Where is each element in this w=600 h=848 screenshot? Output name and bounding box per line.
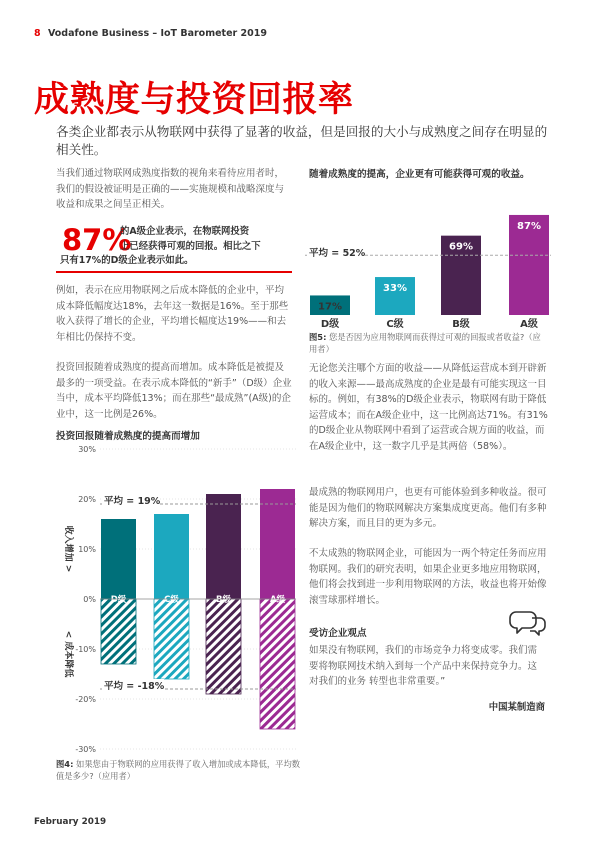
stat-callout	[56, 223, 292, 273]
fig4-category-label: C级	[164, 595, 179, 605]
fig4-revenue-bar-2	[206, 494, 241, 599]
cost-revenue-paragraph: 例如，表示在应用物联网之后成本降低的企业中，平均成本降低幅度达18%，去年这一数据是16%。至于那些收入获得了增长的企业，平均增长幅度达19%——和去年相比仍保持不变。	[56, 285, 289, 343]
roi-paragraph: 投资回报随着成熟度的提高而增加。成本降低是被提及最多的一项受益。在表示成本降低的“新手”（D级）企业当中，成本平均降低13%；而在那些“最成熟”(A级)的企业中，这一比例是26%。	[56, 362, 292, 420]
lead-paragraph: 各类企业都表示从物联网中获得了显著的收益，但是回报的大小与成熟度之间存在明显的相关性。	[56, 124, 548, 157]
page-number: 8	[34, 28, 41, 39]
fig5-category-label: A级	[520, 319, 538, 330]
fig5-average-label: 平均 = 52%	[309, 248, 366, 260]
fig5-category-label: B级	[452, 319, 470, 330]
fig4-avg-revenue-label: 平均 = 19%	[104, 496, 161, 507]
benefits-paragraph: 无论您关注哪个方面的收益——从降低运营成本到开辟新的收入来源——最高成熟度的企业是最有可能实现这一目标的。例如，有38%的D级企业表示，物联网有助于降低运营成本；而在A级企业中，这一比例高达71%。有31%的D级企业从物联网中看到了运营或合规方面的收益，而在A级企业中，这一数字几乎是其两倍（58%）。	[309, 363, 548, 452]
callout-percent: 87%	[62, 223, 132, 257]
callout-text	[60, 225, 292, 269]
fig4-ytick-label: 10%	[78, 545, 96, 554]
fig4-revenue-bar-1	[154, 514, 189, 599]
callout-line-2: 上已经获得可观的回报。相比之下	[120, 240, 261, 252]
fig5-caption-text: 您是否因为应用物联网而获得过可观的回报或者收益?（应用者）	[309, 332, 541, 354]
fig4-avg-cost-label: 平均 = -18%	[104, 681, 165, 692]
page-title: 成熟度与投资回报率	[34, 80, 354, 120]
fig5-value-label: 33%	[383, 283, 407, 295]
fig4-cost-bar-2	[206, 599, 241, 694]
fig4-caption-text: 如果您由于物联网的应用获得了收入增加或成本降低，平均数值是多少?（应用者）	[56, 759, 301, 781]
fig5-title: 随着成熟度的提高，企业更有可能获得可观的收益。	[309, 169, 530, 180]
fig4-ylabel-revenue: 收入增加 >	[63, 525, 73, 573]
fig5-caption	[309, 331, 549, 355]
page-footer-date: February 2019	[34, 817, 107, 827]
page-header	[34, 28, 267, 39]
fig4-category-label: B级	[216, 595, 231, 605]
fig5-caption-label: 图5:	[309, 332, 327, 342]
fig5-value-label: 69%	[449, 241, 473, 253]
fig4-ytick-label: 30%	[78, 445, 96, 454]
speech-bubble-icon	[508, 608, 548, 638]
intro-paragraph: 当我们通过物联网成熟度指数的视角来看待应用者时，我们的假设被证明是正确的——实施规模和战略深度与收益和成果之间呈正相关。	[56, 168, 285, 210]
fig4-cost-bar-3	[260, 599, 295, 729]
callout-line-3: 只有17%的D级企业表示如此。	[60, 255, 194, 266]
fig4-revenue-bar-0	[101, 519, 136, 599]
fig4-cost-bar-0	[101, 599, 136, 664]
fig4-caption-label: 图4:	[56, 759, 74, 769]
publication-name: Vodafone Business – IoT Barometer 2019	[47, 28, 267, 39]
fig4-title: 投资回报随着成熟度的提高而增加	[56, 431, 200, 442]
fig5-value-label: 17%	[318, 301, 342, 313]
callout-line-1: 的A级企业表示，在物联网投资	[120, 226, 250, 237]
fig4-ytick-label: -30%	[75, 745, 96, 754]
snowball-paragraph: 不太成熟的物联网企业，可能因为一两个特定任务而应用物联网。我们的研究表明，如果企业更多地应用物联网，他们将会找到进一步利用物联网的方法，收益也将开始像滚雪球那样增长。	[309, 548, 547, 606]
fig5-chart	[305, 198, 555, 330]
fig4-ytick-label: -20%	[75, 695, 96, 704]
fig4-cost-bar-1	[154, 599, 189, 679]
fig4-ylabel-cost: < 成本降低	[63, 630, 73, 678]
fig4-ytick-label: 0%	[83, 595, 96, 604]
quote-text: 如果没有物联网，我们的市场竞争力将变成零。我们需要将物联网技术纳入到每一个产品中来保持竞争力。这对我们的业务 转型也非常重要。”	[309, 645, 538, 687]
fig5-category-label: D级	[320, 319, 340, 330]
fig4-ytick-label: -10%	[75, 645, 96, 654]
fig4-revenue-bar-3	[260, 489, 295, 599]
quote-heading: 受访企业观点	[309, 628, 367, 639]
fig5-category-label: C级	[386, 319, 404, 330]
fig4-chart	[56, 414, 300, 760]
fig4-caption	[56, 758, 304, 782]
fig5-value-label: 87%	[517, 220, 541, 232]
fig4-category-label: D级	[110, 595, 127, 605]
fig4-ytick-label: 20%	[78, 495, 96, 504]
multi-benefit-paragraph: 最成熟的物联网用户，也更有可能体验到多种收益。很可能是因为他们的物联网解决方案集成度更高。他们有多种解决方案，而且目的更为多元。	[309, 487, 547, 529]
quote-source: 中国某制造商	[488, 702, 545, 713]
fig4-category-label: A级	[269, 595, 286, 605]
